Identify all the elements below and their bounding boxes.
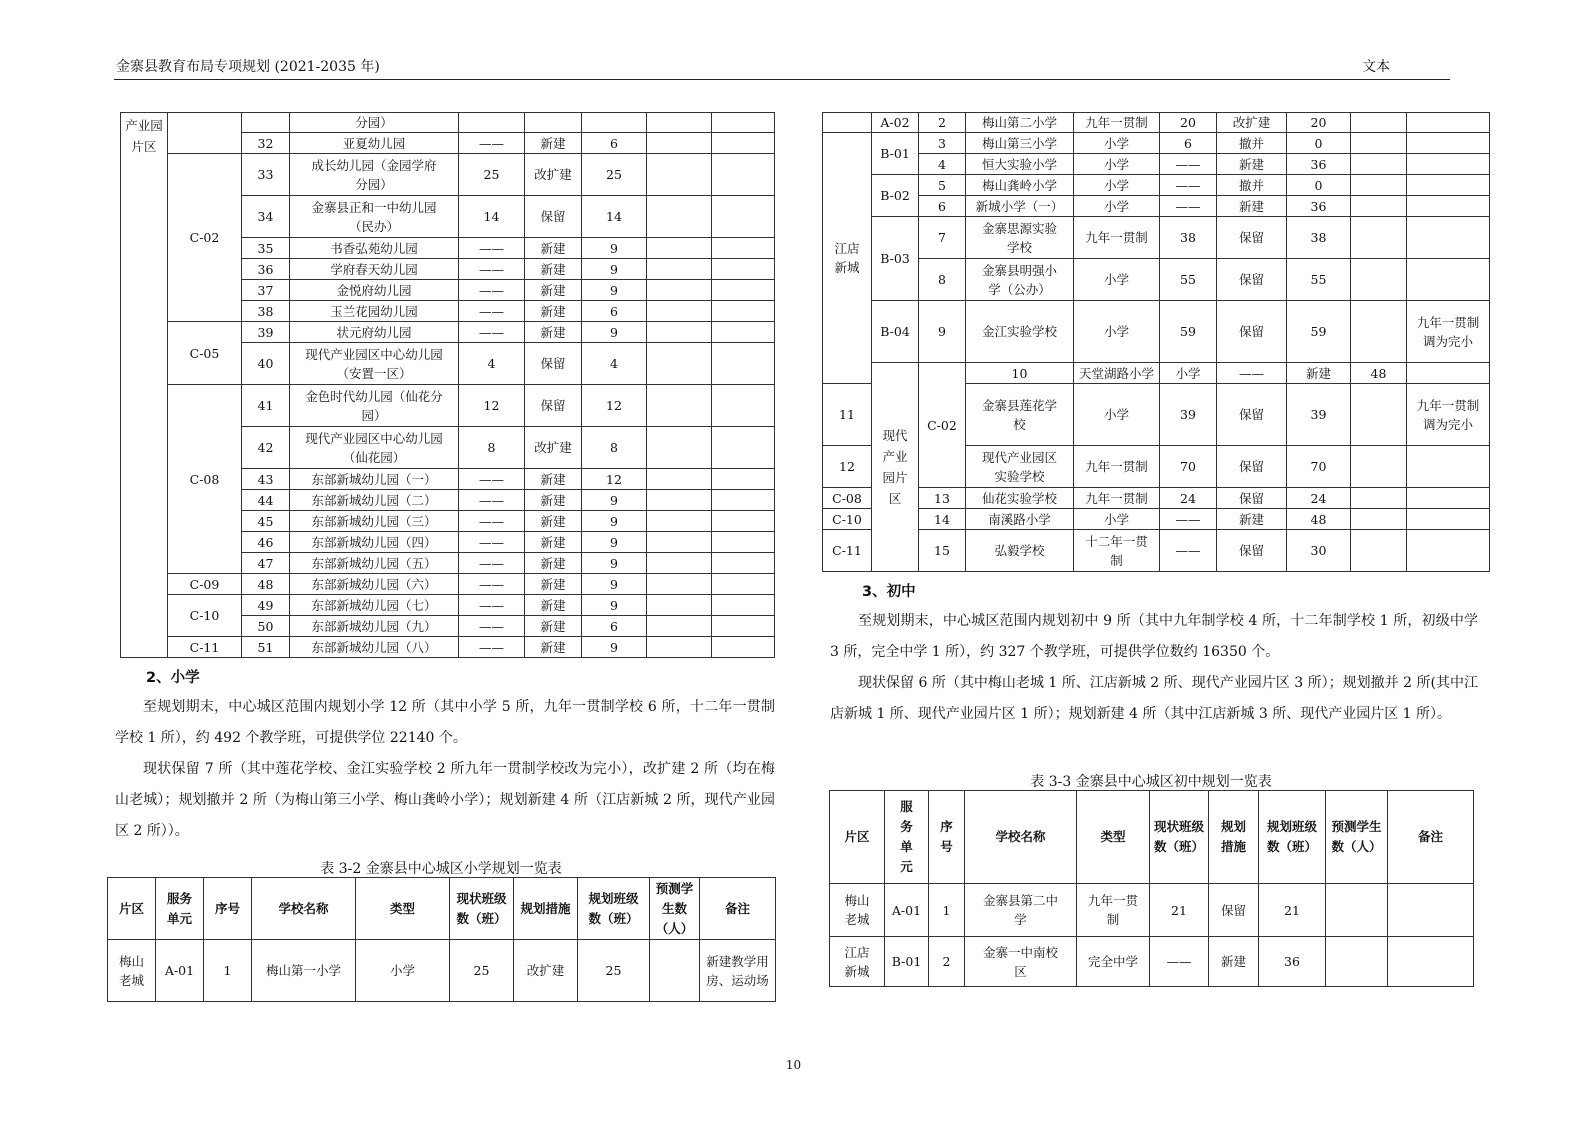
measure-cell: 保留 [1217, 488, 1287, 509]
school-name-cell: 分园） [290, 113, 459, 133]
seq-cell: 1 [929, 884, 965, 937]
school-name-cell: 梅山第三小学 [966, 133, 1074, 154]
current-classes-cell: —— [1160, 196, 1217, 217]
junior-school-plan-table [829, 790, 1474, 987]
measure-cell: 新建 [525, 301, 582, 322]
planned-classes-cell: 30 [1287, 530, 1351, 572]
school-name-cell: 东部新城幼儿园（七） [290, 595, 459, 616]
current-classes-cell: 25 [450, 940, 514, 1002]
current-classes-cell: —— [459, 259, 525, 280]
zone-cell: 现代产业园片区 [872, 363, 919, 572]
measure-cell: 新建 [1217, 154, 1287, 175]
table-row [823, 133, 1490, 154]
school-name-cell: 东部新城幼儿园（四） [290, 532, 459, 553]
type-cell: 小学 [1160, 363, 1217, 384]
table-row [830, 884, 1474, 937]
planned-classes-cell: 4 [582, 343, 647, 385]
column-header: 预测学生数（人） [650, 878, 700, 940]
current-classes-cell: 8 [459, 427, 525, 469]
measure-cell: 新建 [1287, 363, 1351, 384]
seq-cell: 51 [242, 637, 290, 658]
seq-cell: 3 [919, 133, 966, 154]
column-header: 规划班级数（班） [578, 878, 650, 940]
unit-cell: B-04 [872, 301, 919, 363]
primary-school-plan-table-continued [822, 112, 1490, 572]
unit-cell: C-10 [168, 595, 242, 637]
unit-cell: C-10 [823, 509, 872, 530]
table-row [823, 154, 1490, 175]
planned-classes-cell: 12 [582, 385, 647, 427]
column-header: 服务单元 [156, 878, 204, 940]
paragraph: 现状保留 7 所（其中莲花学校、金江实验学校 2 所九年一贯制学校改为完小），改扩建 2 所（均在梅山老城）；规划撤并 2 所（为梅山第三小学、梅山龚岭小学）；规划新建 4 所（江店新城 2 所，现代产业园区 2 所））。 [115, 761, 775, 839]
current-classes-cell: —— [459, 553, 525, 574]
current-classes-cell: —— [459, 511, 525, 532]
unit-cell: C-11 [168, 637, 242, 658]
column-header: 序号 [929, 791, 965, 884]
type-cell: 小学 [1074, 384, 1160, 446]
table-row [823, 530, 1490, 572]
planned-classes-cell: 9 [582, 511, 647, 532]
unit-cell: B-01 [885, 937, 929, 987]
measure-cell: 新建 [525, 511, 582, 532]
measure-cell: 保留 [525, 196, 582, 238]
current-classes-cell: 25 [459, 154, 525, 196]
school-name-cell: 金寨县莲花学校 [966, 384, 1074, 446]
seq-cell: 11 [823, 384, 872, 446]
table-row [121, 385, 775, 427]
current-classes-cell: 12 [459, 385, 525, 427]
unit-cell [168, 113, 242, 154]
planned-classes-cell: 9 [582, 553, 647, 574]
seq-cell: 46 [242, 532, 290, 553]
seq-cell: 43 [242, 469, 290, 490]
table-row [121, 574, 775, 595]
school-name-cell: 金寨思源实验学校 [966, 217, 1074, 259]
table-row [830, 937, 1474, 987]
current-classes-cell: —— [1150, 937, 1209, 987]
measure-cell: 新建 [1217, 196, 1287, 217]
school-name-cell: 金江实验学校 [966, 301, 1074, 363]
current-classes-cell: 55 [1160, 259, 1217, 301]
planned-classes-cell: 24 [1287, 488, 1351, 509]
type-cell: 九年一贯制 [1077, 884, 1150, 937]
current-classes-cell: 20 [1160, 113, 1217, 133]
measure-cell: 改扩建 [525, 427, 582, 469]
school-name-cell: 弘毅学校 [966, 530, 1074, 572]
measure-cell: 保留 [1217, 530, 1287, 572]
planned-classes-cell: 70 [1287, 446, 1351, 488]
planned-classes-cell: 14 [582, 196, 647, 238]
measure-cell: 保留 [1217, 384, 1287, 446]
seq-cell: 15 [919, 530, 966, 572]
school-name-cell: 金寨县明强小学（公办） [966, 259, 1074, 301]
table-row [823, 113, 1490, 133]
current-classes-cell: 70 [1160, 446, 1217, 488]
planned-classes-cell: 9 [582, 574, 647, 595]
measure-cell: 新建 [525, 133, 582, 154]
planned-classes-cell: 0 [1287, 175, 1351, 196]
current-classes-cell: —— [459, 469, 525, 490]
seq-cell: 38 [242, 301, 290, 322]
school-name-cell: 东部新城幼儿园（九） [290, 616, 459, 637]
primary-school-plan-table [107, 877, 776, 1002]
paragraph: 至规划期末，中心城区范围内规划初中 9 所（其中九年制学校 4 所，十二年制学校 1 所，初级中学 3 所，完全中学 1 所），约 327 个教学班，可提供学位数约 16350 个。 [830, 613, 1478, 660]
current-classes-cell: 14 [459, 196, 525, 238]
seq-cell: 7 [919, 217, 966, 259]
current-classes-cell: —— [459, 637, 525, 658]
page-number: 10 [785, 1058, 802, 1072]
seq-cell: 49 [242, 595, 290, 616]
seq-cell: 2 [929, 937, 965, 987]
table-row [121, 637, 775, 658]
table-header-row [108, 878, 776, 940]
planned-classes-cell: 12 [582, 469, 647, 490]
table-row [823, 301, 1490, 363]
seq-cell: 47 [242, 553, 290, 574]
planned-classes-cell: 25 [582, 154, 647, 196]
note-cell: 九年一贯制调为完小 [1407, 384, 1490, 446]
seq-cell: 13 [919, 488, 966, 509]
school-name-cell: 书香弘苑幼儿园 [290, 238, 459, 259]
school-name-cell: 金色时代幼儿园（仙花分园） [290, 385, 459, 427]
measure-cell: 保留 [525, 385, 582, 427]
planned-classes-cell: 0 [1287, 133, 1351, 154]
table-header-row [830, 791, 1474, 884]
planned-classes-cell: 9 [582, 595, 647, 616]
measure-cell: 新建 [525, 238, 582, 259]
seq-cell: 2 [919, 113, 966, 133]
unit-cell: A-01 [156, 940, 204, 1002]
zone-cell: 江店新城 [823, 133, 872, 384]
current-classes-cell: 59 [1160, 301, 1217, 363]
school-name-cell: 梅山第二小学 [966, 113, 1074, 133]
planned-classes-cell: 48 [1351, 363, 1407, 384]
seq-cell: 1 [204, 940, 252, 1002]
header-divider [114, 79, 1450, 80]
school-name-cell: 亚夏幼儿园 [290, 133, 459, 154]
planned-classes-cell: 36 [1259, 937, 1326, 987]
table-row [108, 940, 776, 1002]
document-header-title: 金寨县教育布局专项规划 (2021-2035 年) [116, 59, 380, 75]
measure-cell: 新建 [525, 595, 582, 616]
school-name-cell: 金寨县正和一中幼儿园（民办） [290, 196, 459, 238]
column-header: 备注 [700, 878, 776, 940]
school-name-cell: 天堂湖路小学 [1074, 363, 1160, 384]
table-row [823, 196, 1490, 217]
planned-classes-cell: 6 [582, 616, 647, 637]
planned-classes-cell: 6 [582, 301, 647, 322]
planned-classes-cell: 21 [1259, 884, 1326, 937]
measure-cell: 新建 [525, 490, 582, 511]
seq-cell [242, 113, 290, 133]
current-classes-cell: 24 [1160, 488, 1217, 509]
measure-cell: 保留 [1217, 259, 1287, 301]
school-name-cell: 东部新城幼儿园（一） [290, 469, 459, 490]
measure-cell: 保留 [1217, 446, 1287, 488]
section-heading-junior: 3、初中 [862, 584, 916, 600]
school-name-cell: 东部新城幼儿园（三） [290, 511, 459, 532]
measure-cell: 新建 [525, 553, 582, 574]
unit-cell: C-05 [168, 322, 242, 385]
seq-cell: 50 [242, 616, 290, 637]
type-cell: 小学 [1074, 259, 1160, 301]
unit-cell: C-02 [168, 154, 242, 322]
school-name-cell: 南溪路小学 [966, 509, 1074, 530]
measure-cell: 新建 [525, 532, 582, 553]
type-cell: 九年一贯制 [1074, 217, 1160, 259]
measure-cell: 新建 [525, 280, 582, 301]
measure-cell: 撤并 [1217, 175, 1287, 196]
kindergarten-plan-table [120, 112, 775, 658]
measure-cell: 改扩建 [525, 154, 582, 196]
planned-classes-cell: 39 [1287, 384, 1351, 446]
planned-classes-cell: 55 [1287, 259, 1351, 301]
planned-classes-cell: 20 [1287, 113, 1351, 133]
seq-cell: 34 [242, 196, 290, 238]
type-cell: 小学 [1074, 196, 1160, 217]
current-classes-cell: 4 [459, 343, 525, 385]
current-classes-cell: —— [459, 280, 525, 301]
column-header: 服务单元 [885, 791, 929, 884]
unit-cell: C-11 [823, 530, 872, 572]
column-header: 备注 [1388, 791, 1474, 884]
school-name-cell: 梅山龚岭小学 [966, 175, 1074, 196]
seq-cell: 8 [919, 259, 966, 301]
seq-cell: 10 [966, 363, 1074, 384]
type-cell: 完全中学 [1077, 937, 1150, 987]
type-cell: 九年一贯制 [1074, 488, 1160, 509]
current-classes-cell: —— [459, 238, 525, 259]
school-name-cell: 仙花实验学校 [966, 488, 1074, 509]
planned-classes-cell: 38 [1287, 217, 1351, 259]
type-cell: 小学 [356, 940, 450, 1002]
measure-cell: 新建 [525, 637, 582, 658]
column-header: 现状班级数（班） [1150, 791, 1209, 884]
planned-classes-cell: 9 [582, 238, 647, 259]
zone-cell: 梅山老城 [830, 884, 885, 937]
table-row [823, 488, 1490, 509]
seq-cell: 12 [823, 446, 872, 488]
table-row [823, 363, 1490, 384]
planned-classes-cell: 36 [1287, 154, 1351, 175]
measure-cell: 新建 [525, 469, 582, 490]
section-heading-primary: 2、小学 [146, 670, 200, 686]
zone-cell: 产业园片区 [121, 113, 168, 658]
unit-cell: B-01 [872, 133, 919, 175]
note-cell: 新建教学用房、运动场 [700, 940, 776, 1002]
table-row [121, 322, 775, 343]
type-cell: 十二年一贯制 [1074, 530, 1160, 572]
type-cell: 小学 [1074, 175, 1160, 196]
table-caption: 表 3-2 金寨县中心城区小学规划一览表 [320, 861, 562, 877]
current-classes-cell: 21 [1150, 884, 1209, 937]
column-header: 学校名称 [252, 878, 356, 940]
current-classes-cell: 6 [1160, 133, 1217, 154]
unit-cell: A-02 [872, 113, 919, 133]
zone-cell: 江店新城 [830, 937, 885, 987]
table-row [823, 175, 1490, 196]
seq-cell: 45 [242, 511, 290, 532]
current-classes-cell: —— [459, 490, 525, 511]
unit-cell: A-01 [885, 884, 929, 937]
unit-cell: B-02 [872, 175, 919, 217]
seq-cell: 32 [242, 133, 290, 154]
seq-cell: 44 [242, 490, 290, 511]
school-name-cell: 金悦府幼儿园 [290, 280, 459, 301]
measure-cell: 新建 [525, 322, 582, 343]
school-name-cell: 学府春天幼儿园 [290, 259, 459, 280]
column-header: 预测学生数（人） [1326, 791, 1388, 884]
seq-cell: 4 [919, 154, 966, 175]
measure-cell: 新建 [525, 259, 582, 280]
type-cell: 小学 [1074, 509, 1160, 530]
column-header: 序号 [204, 878, 252, 940]
measure-cell: 新建 [525, 574, 582, 595]
measure-cell: 新建 [1209, 937, 1259, 987]
column-header: 规划措施 [1209, 791, 1259, 884]
school-name-cell: 东部新城幼儿园（二） [290, 490, 459, 511]
seq-cell: 40 [242, 343, 290, 385]
current-classes-cell: —— [459, 133, 525, 154]
table-row [121, 154, 775, 196]
planned-classes-cell: 6 [582, 133, 647, 154]
school-name-cell: 恒大实验小学 [966, 154, 1074, 175]
measure-cell: 改扩建 [1217, 113, 1287, 133]
seq-cell: 42 [242, 427, 290, 469]
measure-cell: 保留 [1217, 301, 1287, 363]
seq-cell: 36 [242, 259, 290, 280]
current-classes-cell: —— [459, 595, 525, 616]
measure-cell: 新建 [525, 616, 582, 637]
seq-cell: 37 [242, 280, 290, 301]
school-name-cell: 现代产业园区中心幼儿园（仙花园） [290, 427, 459, 469]
planned-classes-cell: 59 [1287, 301, 1351, 363]
planned-classes-cell: 9 [582, 259, 647, 280]
current-classes-cell: —— [1217, 363, 1287, 384]
school-name-cell: 新城小学（一） [966, 196, 1074, 217]
current-classes-cell: —— [459, 574, 525, 595]
column-header: 类型 [1077, 791, 1150, 884]
school-name-cell: 金寨县第二中学 [965, 884, 1077, 937]
current-classes-cell: —— [1160, 509, 1217, 530]
table-row [823, 509, 1490, 530]
zone-cell: 梅山老城 [108, 940, 156, 1002]
unit-cell: C-08 [823, 488, 872, 509]
measure-cell: 保留 [525, 343, 582, 385]
seq-cell: 6 [919, 196, 966, 217]
paragraph: 现状保留 6 所（其中梅山老城 1 所、江店新城 2 所、现代产业园片区 3 所）；规划撤并 2 所(其中江店新城 1 所、现代产业园片区 1 所）；规划新建 4 所（其中江店新城 3 所、现代产业园片区 1 所）。 [830, 675, 1478, 722]
current-classes-cell: —— [459, 301, 525, 322]
column-header: 规划措施 [514, 878, 578, 940]
current-classes-cell: —— [459, 532, 525, 553]
seq-cell: 9 [919, 301, 966, 363]
column-header: 学校名称 [965, 791, 1077, 884]
unit-cell: C-02 [919, 363, 966, 488]
current-classes-cell: —— [459, 616, 525, 637]
current-classes-cell: —— [1160, 175, 1217, 196]
note-cell: 九年一贯制调为完小 [1407, 301, 1490, 363]
column-header: 类型 [356, 878, 450, 940]
current-classes-cell: —— [1160, 530, 1217, 572]
seq-cell: 35 [242, 238, 290, 259]
school-name-cell: 东部新城幼儿园（八） [290, 637, 459, 658]
planned-classes-cell: 9 [582, 637, 647, 658]
school-name-cell: 现代产业园区实验学校 [966, 446, 1074, 488]
current-classes-cell: —— [459, 322, 525, 343]
column-header: 片区 [830, 791, 885, 884]
planned-classes-cell: 25 [578, 940, 650, 1002]
type-cell: 小学 [1074, 301, 1160, 363]
measure-cell: 保留 [1209, 884, 1259, 937]
planned-classes-cell: 36 [1287, 196, 1351, 217]
current-classes-cell: —— [1160, 154, 1217, 175]
planned-classes-cell: 48 [1287, 509, 1351, 530]
planned-classes-cell: 9 [582, 532, 647, 553]
measure-cell: 改扩建 [514, 940, 578, 1002]
school-name-cell: 成长幼儿园（金园学府分园） [290, 154, 459, 196]
measure-cell: 保留 [1217, 217, 1287, 259]
document-header-label: 文本 [1362, 59, 1390, 75]
school-name-cell: 状元府幼儿园 [290, 322, 459, 343]
measure-cell: 新建 [1217, 509, 1287, 530]
school-name-cell: 金寨一中南校区 [965, 937, 1077, 987]
school-name-cell: 现代产业园区中心幼儿园（安置一区） [290, 343, 459, 385]
column-header: 现状班级数（班） [450, 878, 514, 940]
seq-cell: 39 [242, 322, 290, 343]
table-row [823, 217, 1490, 259]
unit-cell: B-03 [872, 217, 919, 301]
type-cell: 九年一贯制 [1074, 446, 1160, 488]
column-header: 片区 [108, 878, 156, 940]
school-name-cell: 梅山第一小学 [252, 940, 356, 1002]
planned-classes-cell: 8 [582, 427, 647, 469]
current-classes-cell: 38 [1160, 217, 1217, 259]
unit-cell: C-08 [168, 385, 242, 574]
table-caption: 表 3-3 金寨县中心城区初中规划一览表 [1030, 774, 1272, 790]
seq-cell: 5 [919, 175, 966, 196]
column-header: 规划班级数（班） [1259, 791, 1326, 884]
planned-classes-cell: 9 [582, 490, 647, 511]
type-cell: 小学 [1074, 154, 1160, 175]
seq-cell: 41 [242, 385, 290, 427]
planned-classes-cell: 9 [582, 280, 647, 301]
measure-cell: 撤并 [1217, 133, 1287, 154]
unit-cell: C-09 [168, 574, 242, 595]
current-classes-cell: 39 [1160, 384, 1217, 446]
type-cell: 小学 [1074, 133, 1160, 154]
school-name-cell: 东部新城幼儿园（五） [290, 553, 459, 574]
paragraph: 至规划期末，中心城区范围内规划小学 12 所（其中小学 5 所，九年一贯制学校 6 所，十二年一贯制学校 1 所），约 492 个教学班，可提供学位 22140 个。 [115, 699, 775, 746]
school-name-cell: 东部新城幼儿园（六） [290, 574, 459, 595]
students-cell [650, 940, 700, 1002]
type-cell: 九年一贯制 [1074, 113, 1160, 133]
seq-cell: 48 [242, 574, 290, 595]
seq-cell: 14 [919, 509, 966, 530]
table-row [121, 595, 775, 616]
table-row [823, 259, 1490, 301]
planned-classes-cell: 9 [582, 322, 647, 343]
seq-cell: 33 [242, 154, 290, 196]
school-name-cell: 玉兰花园幼儿园 [290, 301, 459, 322]
table-row [121, 113, 775, 133]
